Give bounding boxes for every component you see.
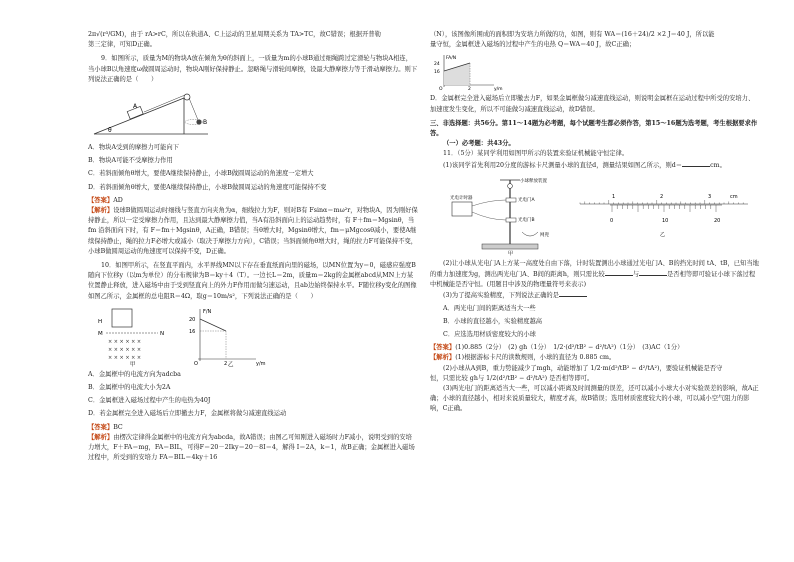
caption-jia: 甲 <box>130 361 136 367</box>
gate-b <box>506 218 516 222</box>
q11-part1 <box>430 160 760 171</box>
q9-option-c: C．若斜面倾角θ增大，要使A继续保持静止，小球B做圆周运动的角速度一定增大 <box>88 170 314 178</box>
answer-label: 【答案】 <box>88 196 114 204</box>
q11-part3 <box>430 290 760 301</box>
q10-cont-line2: 量守恒，金属框进入磁场的过程中产生的电热 Q＝WA＝40 J，故C正确； <box>430 41 636 49</box>
caption-jia: 甲 <box>508 250 514 256</box>
left-column <box>88 30 418 463</box>
ball <box>508 183 513 188</box>
label-timer: 光电计时器 <box>450 195 473 201</box>
answer-label: 【答案】 <box>430 344 456 352</box>
q9-option-a: A．物块A受到的摩擦力可能向下 <box>88 144 179 152</box>
q11-part1-text: (1)该同学首先利用20分度的游标卡尺测量小球的直径d，测量结果如图乙所示，则d＝ <box>443 161 683 169</box>
fa-graph-figure <box>430 53 760 91</box>
tick-2: 2 <box>468 87 471 92</box>
q11-option-b: B．小球的直径越小，实验精度越高 <box>443 317 543 325</box>
q11-option-c: C．应选选用材质密度较大的小球 <box>443 331 536 339</box>
answer-blank-3 <box>559 290 587 297</box>
q8-continuation-line2: 第三定律，可知D正确。 <box>88 41 157 49</box>
explanation-label: 【解析】 <box>430 354 456 362</box>
label-m: M <box>98 330 103 337</box>
q9-answer <box>88 196 418 206</box>
q11-option-a: A．两光电门间的距离适当大一些 <box>443 304 536 312</box>
label-b: B <box>203 119 208 127</box>
base <box>482 244 538 249</box>
q10-explanation <box>88 433 418 464</box>
label-h: H <box>98 318 103 325</box>
answer-label: 【答案】 <box>88 423 114 431</box>
vernier-20: 20 <box>714 217 721 224</box>
q9-explanation <box>88 206 418 257</box>
q11-stem: 11．（5分）某同学利用如图甲所示的装置来验证机械能守恒定律。 <box>443 150 629 158</box>
f-line <box>200 319 226 331</box>
q9-stem: 9．如图所示，质量为M的物块A放在倾角为θ的斜面上，一质量为m的小球B通过细绳跨过定滑轮与物块A相连，当小球B以角速度ω做圆周运动时，物块A刚好保持静止。忽略绳与滑轮间摩擦，设最大静摩擦力等于滑动摩擦力。则下列说法正确的是（ ） <box>88 55 418 83</box>
q10-figure <box>88 305 418 367</box>
label-release: 小球释放装置 <box>520 178 547 184</box>
x-axis-label: y/m <box>256 360 266 367</box>
svg-text:× × × × × ×: × × × × × × <box>108 338 142 345</box>
q10-stem: 10．如图甲所示，在竖直平面内，水平界线MN以下存在垂直纸面向里的磁场，以MN位置为y＝0，磁感应强度B随向下位移y（以m为单位）的分布规律为B＝ky＋4（T）。一边长L＝2m，质量m＝2kg的金属框abcd从MN上方某位置静止释放，进入磁场中由于受到竖直向上的外力F作用而做匀速运动，且ab边始终保持水平。F随位移y变化的图像如图乙所示，金属框的总电阻R＝4Ω，取g＝10m/s²，下列说法正确的是（ ） <box>88 262 417 300</box>
answer-blank-1 <box>605 269 633 276</box>
explanation-label: 【解析】 <box>88 433 114 441</box>
cm-2: 2 <box>660 193 664 200</box>
q11-part2-tail: 是否相等即可验证小球下落过程中机械能是否守恒。(用题目中涉及的物理量符号来表示) <box>430 271 756 289</box>
q11-explanation-2: (2)小球从A到B，重力势能减少了mgh，动能增加了 1/2·m(d²/tB² − d²/tA²)，要验证机械能是否守 <box>443 364 723 372</box>
fa-y-graph <box>430 53 510 91</box>
label-n: N <box>160 330 165 337</box>
explanation-text: (1)根据游标卡尺的读数规则，小球的直径为 0.885 cm。 <box>455 354 616 362</box>
tick-16: 16 <box>434 70 440 76</box>
q11-part2-text: (2)让小球从光电门A上方某一高度处自由下落，计时装置测出小球通过光电门A、B的挡光时间 tA、tB，已知当地的重力加速度为g，测出两光电门A、B间的距离h，则只需比较 <box>430 259 759 279</box>
cm-3: 3 <box>708 193 712 200</box>
explanation-text: 设球B做圆周运动时细线与竖直方向夹角为α，细线拉力为F，则对B有 Fsinα＝mω²r，对物块A，因为刚好保持静止，所以一定受摩擦力作用，且达到最大静摩擦力值，当A有沿斜面向上的运动趋势时，有 F＋fm＝Mgsinθ，当 fm 沿斜面向下时，有 F＝fm＋Mgsinθ，A正确，B错误；当θ增大时，Mgsinθ增大，fm＝μMgcosθ减小，要使A继续保持静止，绳的拉力F必增大或减小（取决于摩擦力方向），C错误；当斜面倾角θ增大时，绳的拉力F可能保持不变，小球B做圆周运动的角速度可以保持不变，D正确。 <box>88 207 418 255</box>
answer-value: AD <box>113 196 123 204</box>
q11-figure <box>430 174 760 256</box>
x-axis-label: y/m <box>494 87 503 92</box>
q11-answer <box>430 343 760 353</box>
caption-yi: 乙 <box>660 231 666 238</box>
q10-option-a: A．金属框中的电流方向为adcba <box>88 370 181 378</box>
vernier-10: 10 <box>662 217 669 224</box>
cm-unit: cm <box>730 193 738 200</box>
q10-option-d: D．若金属框完全进入磁场后立即撤去力F，金属框将做匀减速直线运动 <box>88 410 287 418</box>
q11-explanation-3: 恒，只需比较 gh与 1/2(d²/tB² − d²/tA²) 是否相等即可。 <box>430 374 594 382</box>
incline-pulley-diagram <box>88 88 238 140</box>
explanation-label: 【解析】 <box>88 207 114 215</box>
vernier-0: 0 <box>610 217 614 224</box>
caption-yi: 乙 <box>228 361 234 367</box>
section-3-heading: 三、非选择题：共56分。第11～14题为必考题，每个试题考生都必须作答，第15～16题为选考题，考生根据要求作答。 <box>430 119 758 138</box>
timer <box>452 202 472 216</box>
unit-cm: cm。 <box>710 161 726 169</box>
q10-answer <box>88 423 418 433</box>
tick-24: 24 <box>434 62 440 68</box>
q10-option-c: C．金属框进入磁场过程中产生的电热为40J <box>88 397 211 405</box>
q11-part3-text: (3)为了提高实验精度，下列说法正确的是 <box>443 292 559 300</box>
explanation-text: 由楞次定律得金属框中的电流方向为abcda，故A错误；由图乙可知刚进入磁场时力F减小，说明受到的安培力增大，F＋FA＝mg，FA＝BIL，可得F＝20－2Iky＝20－8I＝4，解得 I＝2A，k＝1，故B正确；金属框进入磁场过程中，所受到的安培力 FA＝BIL＝4ky＋16 <box>88 433 415 462</box>
gate-a <box>506 198 516 202</box>
answer-blank-2 <box>639 269 667 276</box>
y-axis-label: FA/N <box>446 56 457 62</box>
answer-value: BC <box>113 423 123 431</box>
tick-2: 2 <box>224 360 228 367</box>
net <box>522 232 538 236</box>
svg-text:× × × × × ×: × × × × × × <box>108 354 142 361</box>
q8-continuation-line1: 2π√(r³/GM)，由于 rA>rC，所以在轨道A、C上运动的卫星周期关系为 TA>TC，故C错误；根据开普勒 <box>88 31 381 38</box>
label-theta: θ <box>108 127 112 135</box>
q11-explanation-1 <box>430 353 760 363</box>
apparatus-and-caliper <box>430 174 760 256</box>
required-subheading: （一）必考题：共43分。 <box>443 140 515 148</box>
origin-label: O <box>194 360 198 367</box>
q11-part2-and: 与 <box>632 271 639 279</box>
origin-label: O <box>439 87 443 92</box>
cm-1: 1 <box>612 193 616 200</box>
label-gate-b: 光电门B <box>518 217 535 223</box>
q11-explanation-4: (3)两光电门的距离适当大一些，可以减小距离及时间测量的误差，还可以减小小球大小对实验误差的影响，故A正确；小球的直径越小，相对来说质量较大，精度才高，故B错误；选用材质密度较大的小球，可以减小空气阻力的影响，C正确。 <box>430 385 759 413</box>
q10-option-d-analysis: D．金属框完全进入磁场后立即撤去力F，如果金属框做匀减速直线运动，则说明金属框在运动过程中所受的安培力、加速度发生变化，所以不可能做匀减速直线运动，故D错误。 <box>430 95 755 113</box>
metal-frame <box>112 309 132 327</box>
tick-20: 20 <box>189 316 196 323</box>
label-net: 网兜 <box>540 232 549 238</box>
label-gate-a: 光电门A <box>518 197 535 203</box>
right-column <box>430 30 760 415</box>
q9-option-d: D．若斜面倾角θ增大，要使A继续保持静止，小球B做圆周运动的角速度可能保持不变 <box>88 183 327 191</box>
q10-option-b: B．金属框中的电流大小为2A <box>88 384 171 392</box>
q9-figure <box>88 88 418 140</box>
tick-16: 16 <box>189 328 196 335</box>
answer-value: (1)0.885（2分） (2) gh（1分） 1/2·(d²/tB² − d²/tA²)（1分） (3)AC（1分） <box>455 344 684 352</box>
q11-part2 <box>430 259 760 291</box>
label-a: A <box>133 103 138 111</box>
y-axis-label: F/N <box>203 308 212 315</box>
svg-text:× × × × × ×: × × × × × × <box>108 346 142 353</box>
answer-blank <box>682 160 710 167</box>
q9-option-b: B．物块A可能不受摩擦力作用 <box>88 157 173 165</box>
q10-cont-line1: （N），该图像所围成的面积即为安培力所做的功，如图，则有 WA＝(16＋24)/2 ×2 J＝40 J，所以能 <box>430 31 715 38</box>
magnetic-field-diagram <box>88 305 288 367</box>
